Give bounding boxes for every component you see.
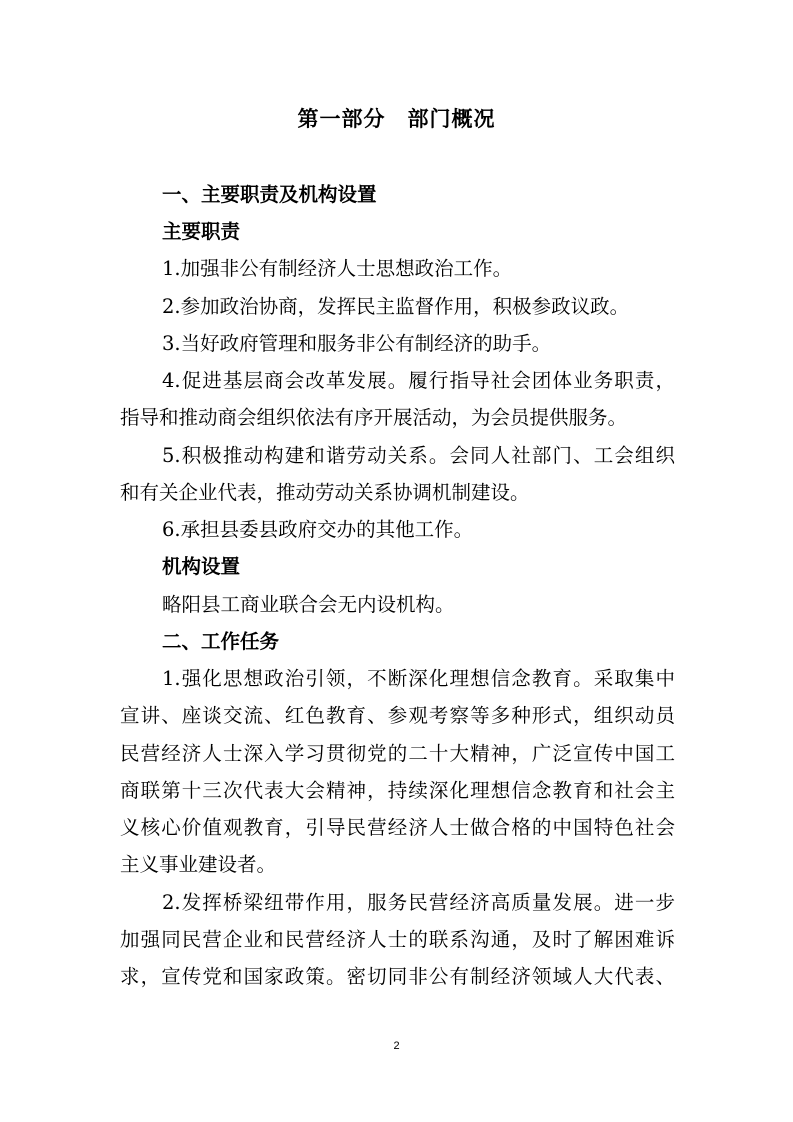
- duty-1: 1.加强非公有制经济人士思想政治工作。: [162, 257, 513, 280]
- duty-4-line-2: 指导和推动商会组织依法有序开展活动，为会员提供服务。: [120, 406, 628, 429]
- task-1-line-6: 主义事业建设者。: [120, 853, 277, 876]
- task-1-line-5: 义核心价值观教育，引导民营经济人士做合格的中国特色社会: [120, 816, 675, 839]
- section1-heading: 一、主要职责及机构设置: [162, 183, 377, 206]
- duty-3: 3.当好政府管理和服务非公有制经济的助手。: [162, 332, 552, 355]
- organization-text: 略阳县工商业联合会无内设机构。: [162, 593, 455, 616]
- task-1-line-4: 商联第十三次代表大会精神，持续深化理想信念教育和社会主: [120, 779, 675, 802]
- duty-6: 6.承担县委县政府交办的其他工作。: [162, 518, 474, 541]
- section2-heading: 二、工作任务: [162, 630, 280, 653]
- task-2-line-2: 加强同民营企业和民营经济人士的联系沟通，及时了解困难诉: [120, 928, 675, 951]
- duty-4-line-1: 4.促进基层商会改革发展。履行指导社会团体业务职责，: [162, 369, 675, 392]
- page-number: 2: [393, 1040, 400, 1052]
- duty-2: 2.参加政治协商，发挥民主监督作用，积极参政议政。: [162, 295, 630, 318]
- task-1-line-1: 1.强化思想政治引领，不断深化理想信念教育。采取集中: [162, 667, 675, 690]
- subheading-duties: 主要职责: [162, 220, 241, 243]
- task-1-line-3: 民营经济人士深入学习贯彻党的二十大精神，广泛宣传中国工: [120, 742, 675, 765]
- task-2-line-3: 求，宣传党和国家政策。密切同非公有制经济领域人大代表、: [120, 965, 675, 988]
- duty-5-line-2: 和有关企业代表，推动劳动关系协调机制建设。: [120, 481, 530, 504]
- duty-5-line-1: 5.积极推动构建和谐劳动关系。会同人社部门、工会组织: [162, 444, 675, 467]
- task-1-line-2: 宣讲、座谈交流、红色教育、参观考察等多种形式，组织动员: [120, 704, 675, 727]
- task-2-line-1: 2.发挥桥梁纽带作用，服务民营经济高质量发展。进一步: [162, 891, 675, 914]
- page-title: 第一部分 部门概况: [297, 106, 496, 131]
- subheading-organization: 机构设置: [162, 555, 241, 578]
